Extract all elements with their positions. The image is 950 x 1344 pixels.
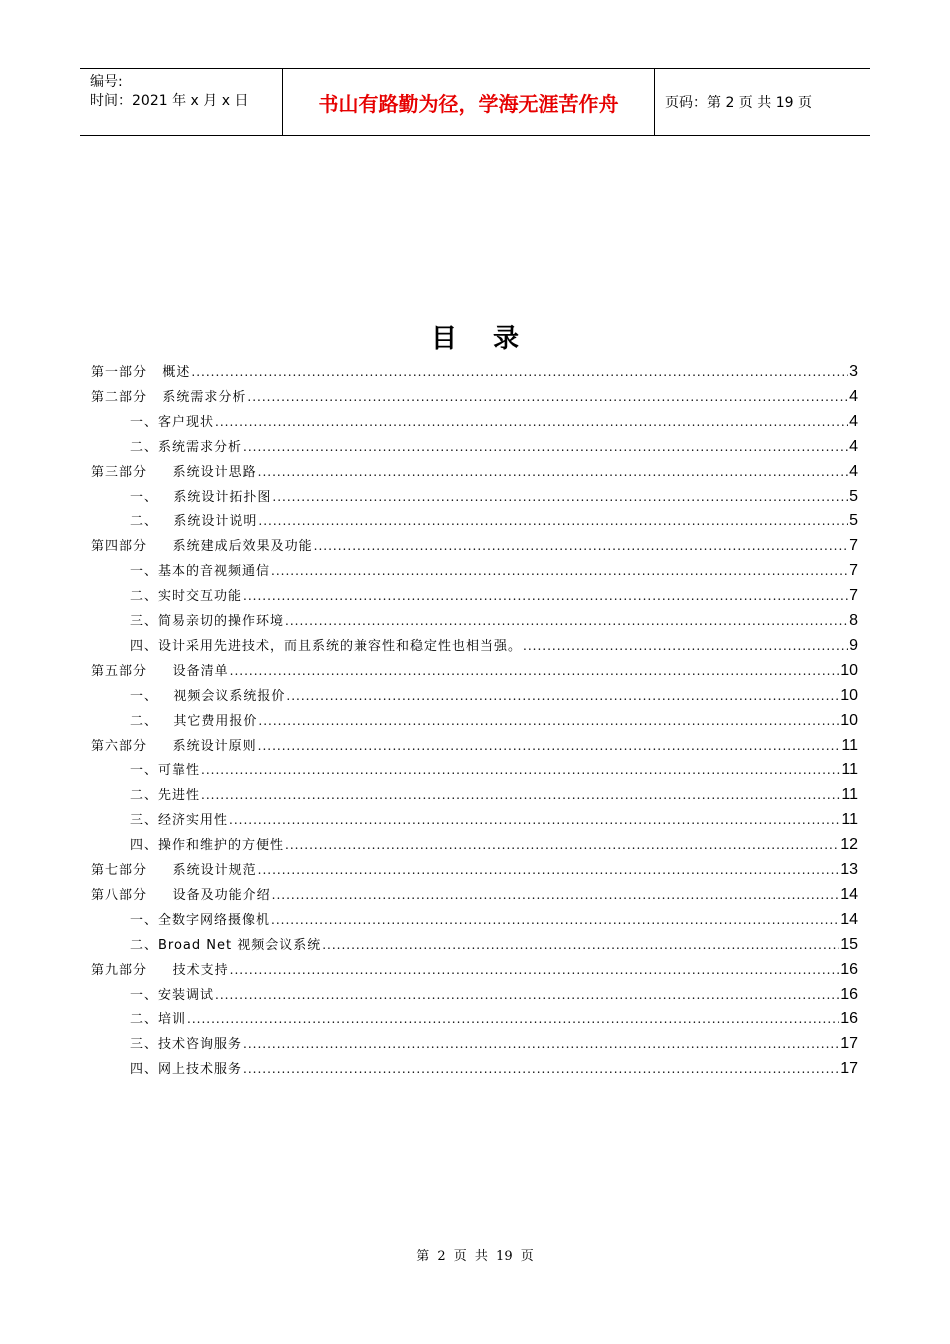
toc-entry-label: 第五部分 设备清单	[91, 663, 229, 679]
toc-entry-page: 7	[849, 537, 858, 555]
toc-entry[interactable]	[130, 410, 858, 434]
toc-entry-label: 第六部分 系统设计原则	[91, 738, 257, 754]
toc-entry-label: 四、设计采用先进技术，而且系统的兼容性和稳定性也相当强。	[130, 638, 523, 654]
toc-entry-page: 16	[840, 985, 858, 1003]
toc-entry[interactable]	[130, 1032, 858, 1056]
toc-leader-dots	[243, 1032, 839, 1056]
toc-entry[interactable]	[130, 584, 858, 608]
toc-entry-page: 5	[849, 487, 858, 505]
toc-entry-label: 四、操作和维护的方便性	[130, 838, 285, 854]
toc-entry[interactable]	[130, 1057, 858, 1081]
toc-leader-dots	[314, 534, 848, 558]
toc-entry-page: 4	[849, 412, 858, 430]
toc-entry[interactable]	[91, 858, 858, 882]
toc-leader-dots	[201, 758, 840, 782]
toc-entry[interactable]	[91, 534, 858, 558]
toc-entry-label: 第四部分 系统建成后效果及功能	[91, 539, 313, 555]
toc-leader-dots	[215, 410, 848, 434]
toc-entry-label: 三、技术咨询服务	[130, 1037, 243, 1053]
toc-entry-label: 二、系统需求分析	[130, 439, 243, 455]
toc-leader-dots	[201, 783, 840, 807]
toc-leader-dots	[243, 584, 848, 608]
toc-entry-label: 一、可靠性	[130, 763, 201, 779]
toc-entry-page: 14	[840, 885, 858, 903]
toc-leader-dots	[187, 1007, 839, 1031]
toc-leader-dots	[243, 1057, 839, 1081]
toc-entry[interactable]	[91, 460, 858, 484]
toc-entry[interactable]	[130, 559, 858, 583]
document-number: 编号:	[90, 74, 123, 90]
toc-entry-label: 一、 系统设计拓扑图	[130, 489, 272, 505]
toc-leader-dots	[258, 709, 839, 733]
toc-leader-dots	[243, 435, 848, 459]
toc-entry[interactable]	[130, 509, 858, 533]
toc-entry[interactable]	[130, 908, 858, 932]
toc-entry[interactable]	[91, 360, 858, 384]
toc-entry-page: 4	[849, 437, 858, 455]
toc-entry[interactable]	[130, 609, 858, 633]
toc-entry-label: 三、简易亲切的操作环境	[130, 614, 285, 629]
toc-leader-dots	[523, 634, 848, 658]
toc-entry-label: 四、网上技术服务	[130, 1062, 243, 1078]
toc-entry-label: 一、安装调试	[130, 987, 215, 1003]
toc-entry-page: 9	[849, 636, 858, 654]
toc-entry[interactable]	[91, 659, 858, 683]
toc-entry[interactable]	[130, 983, 858, 1007]
toc-entry-page: 10	[840, 711, 858, 729]
toc-entry[interactable]	[130, 485, 858, 509]
toc-entry[interactable]	[130, 933, 858, 957]
toc-entry[interactable]	[130, 808, 858, 832]
toc-entry-label: 三、经济实用性	[130, 813, 229, 829]
toc-entry[interactable]	[91, 734, 858, 758]
toc-entry-label: 第八部分 设备及功能介绍	[91, 887, 271, 903]
header-motto: 书山有路勤为径，学海无涯苦作舟	[282, 69, 655, 135]
toc-entry-page: 15	[840, 935, 858, 953]
toc-entry-page: 12	[840, 836, 858, 854]
toc-entry-label: 第二部分 系统需求分析	[91, 389, 247, 405]
toc-leader-dots	[230, 958, 840, 982]
toc-entry-label: 第三部分 系统设计思路	[91, 464, 257, 480]
header-page-info: 页码：第 2 页 共 19 页	[665, 95, 812, 111]
toc-entry-label: 二、培训	[130, 1012, 187, 1028]
toc-entry-page: 17	[840, 1035, 858, 1053]
toc-entry[interactable]	[130, 783, 858, 807]
toc-entry-label: 一、全数字网络摄像机	[130, 912, 271, 928]
toc-entry-page: 5	[849, 512, 858, 530]
header-meta	[80, 69, 282, 135]
toc-entry-page: 11	[841, 761, 858, 779]
toc-leader-dots	[322, 933, 839, 957]
toc-entry-page: 11	[841, 786, 858, 804]
toc-leader-dots	[285, 609, 848, 633]
document-time: 时间：2021 年 x 月 x 日	[90, 93, 249, 109]
toc-entry-label: 第九部分 技术支持	[91, 962, 229, 978]
toc-entry-page: 10	[840, 661, 858, 679]
toc-entry-page: 3	[849, 363, 858, 380]
toc-entry-page: 11	[841, 736, 858, 754]
toc-leader-dots	[258, 509, 848, 533]
toc-leader-dots	[191, 360, 848, 384]
toc-entry-page: 16	[840, 960, 858, 978]
toc-entry-page: 13	[840, 861, 858, 878]
toc-entry[interactable]	[130, 684, 858, 708]
toc-entry-page: 8	[849, 612, 858, 629]
toc-entry[interactable]	[91, 883, 858, 907]
toc-leader-dots	[247, 385, 848, 409]
toc-entry-label: 二、 系统设计说明	[130, 514, 258, 530]
toc-entry[interactable]	[130, 758, 858, 782]
page-footer: 第 2 页 共 19 页	[416, 1249, 534, 1264]
toc-entry[interactable]	[91, 958, 858, 982]
toc-leader-dots	[230, 659, 840, 683]
toc-entry-label: 二、实时交互功能	[130, 589, 243, 605]
toc-entry-label: 二、先进性	[130, 788, 201, 804]
toc-entry-page: 7	[849, 587, 858, 605]
toc-entry-page: 11	[841, 811, 858, 829]
toc-leader-dots	[258, 858, 840, 882]
toc-leader-dots	[258, 460, 848, 484]
toc-leader-dots	[272, 485, 848, 509]
page-header	[80, 68, 870, 136]
toc-entry-page: 10	[840, 686, 858, 704]
toc-entry[interactable]	[130, 709, 858, 733]
toc-entry-page: 14	[840, 910, 858, 928]
toc-entry-label: 一、基本的音视频通信	[130, 564, 271, 580]
toc-entry[interactable]	[130, 1007, 858, 1031]
toc-entry-page: 16	[840, 1010, 858, 1028]
toc-title: 目录	[430, 324, 555, 354]
toc-entry-page: 17	[840, 1060, 858, 1078]
toc-leader-dots	[229, 808, 840, 832]
toc-leader-dots	[215, 983, 839, 1007]
toc-entry-label: 二、 其它费用报价	[130, 713, 258, 729]
toc-leader-dots	[286, 684, 839, 708]
toc-entry-label: 二、Broad Net 视频会议系统	[130, 937, 322, 953]
toc-entry[interactable]	[130, 833, 858, 857]
toc-leader-dots	[272, 883, 840, 907]
toc-leader-dots	[271, 559, 848, 583]
toc-entry-label: 一、客户现状	[130, 414, 215, 430]
toc-entry[interactable]	[130, 435, 858, 459]
toc-entry[interactable]	[91, 385, 858, 409]
toc-leader-dots	[271, 908, 839, 932]
toc-entry[interactable]	[130, 634, 858, 658]
toc-entry-page: 4	[849, 462, 858, 480]
toc-entry-page: 7	[849, 562, 858, 580]
toc-entry-label: 第七部分 系统设计规范	[91, 863, 257, 878]
toc-leader-dots	[258, 734, 841, 758]
toc-entry-page: 4	[849, 387, 858, 405]
toc-entry-label: 一、 视频会议系统报价	[130, 688, 286, 704]
toc-entry-label: 第一部分 概述	[91, 365, 191, 380]
toc-leader-dots	[285, 833, 839, 857]
